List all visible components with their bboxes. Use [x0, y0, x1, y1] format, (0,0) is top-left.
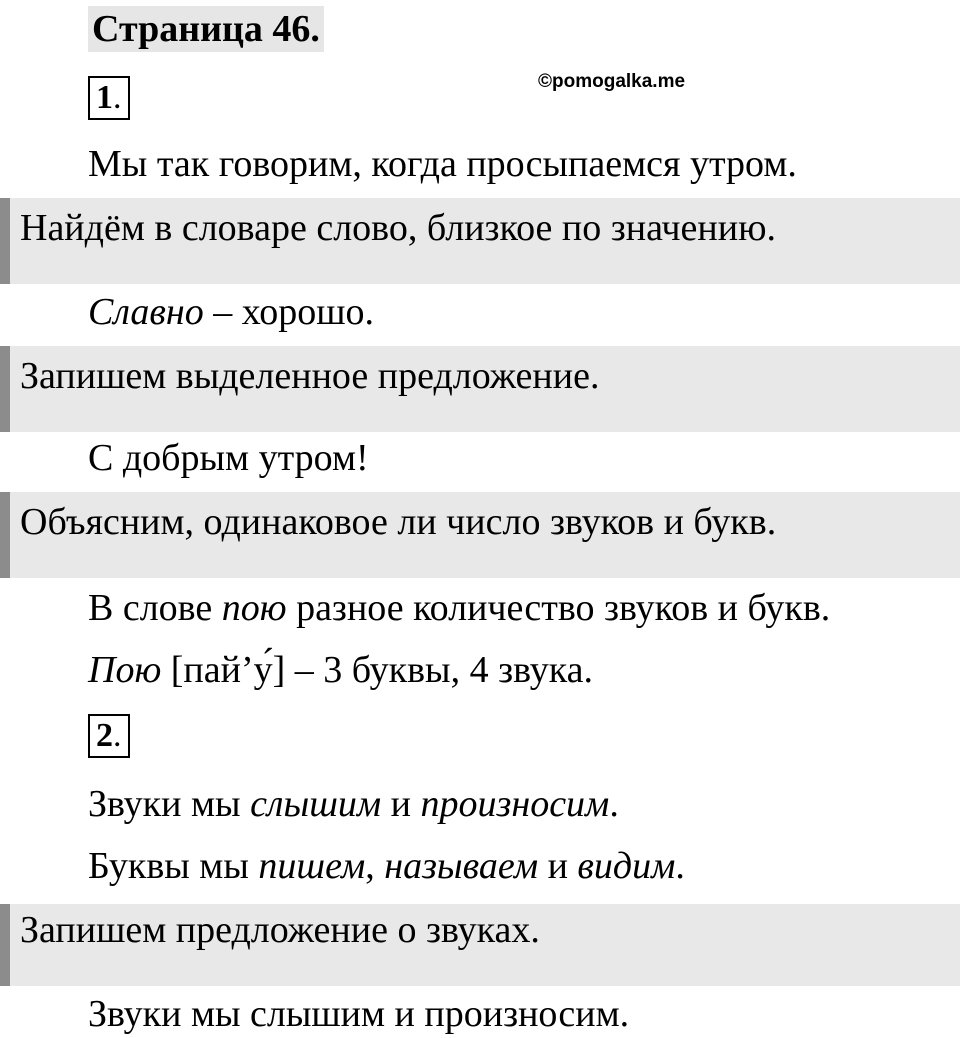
answer-3-a: В слове	[88, 587, 222, 629]
answer-4	[88, 646, 593, 694]
instruction-band-3	[0, 492, 960, 578]
watermark: ©pomogalka.me	[538, 71, 686, 92]
page-title: Страница 46.	[88, 6, 324, 52]
s2-w3: видим	[577, 845, 676, 887]
answer-1-rest: – хорошо.	[203, 291, 375, 333]
task-2-number-digit: 2	[96, 717, 113, 754]
instruction-3: Объясним, одинаковое ли число звуков и букв.	[20, 501, 777, 543]
s2-a: Буквы мы	[88, 845, 259, 887]
task-1-number-dot: .	[113, 79, 122, 116]
s2-b: ,	[365, 845, 385, 887]
instruction-2: Запишем выделенное предложение.	[20, 355, 600, 397]
answer-5: Звуки мы слышим и произносим.	[88, 993, 630, 1035]
instruction-1: Найдём в словаре слово, близкое по значению.	[20, 207, 776, 249]
answer-2: С добрым утром!	[88, 437, 369, 479]
answer-1	[88, 288, 374, 336]
s2-w2: называем	[384, 845, 539, 887]
instruction-band-2	[0, 346, 960, 432]
task-1-line: Мы так говорим, когда просыпаемся утром.	[88, 143, 797, 185]
s1-w2: произносим	[420, 783, 610, 825]
s2-w1: пишем	[258, 845, 366, 887]
answer-3	[88, 584, 830, 632]
instruction-band-marker	[0, 492, 10, 578]
task-2-sentence-2	[88, 842, 685, 890]
s1-c: .	[609, 783, 619, 825]
answer-1-word: Славно	[88, 291, 204, 333]
task-1-number-digit: 1	[96, 79, 113, 116]
answer-3-word: пою	[221, 587, 287, 629]
instruction-4: Запишем предложение о звуках.	[20, 909, 540, 951]
task-1-number	[88, 76, 130, 120]
answer-4-word: Пою	[88, 649, 162, 691]
s2-c: и	[538, 845, 578, 887]
task-2-sentence-1	[88, 780, 619, 828]
instruction-band-marker	[0, 198, 10, 284]
s1-w1: слышим	[250, 783, 382, 825]
s1-a: Звуки мы	[88, 783, 251, 825]
instruction-band-1	[0, 198, 960, 284]
instruction-band-marker	[0, 346, 10, 432]
answer-3-b: разное количество звуков и букв.	[286, 587, 831, 629]
task-2-number-dot: .	[113, 717, 122, 754]
task-2-number	[88, 714, 130, 758]
s1-b: и	[381, 783, 421, 825]
instruction-band-4	[0, 904, 960, 986]
answer-4-rest: [пай’у́] – 3 буквы, 4 звука.	[161, 649, 593, 691]
instruction-band-marker	[0, 904, 10, 986]
s2-d: .	[675, 845, 685, 887]
